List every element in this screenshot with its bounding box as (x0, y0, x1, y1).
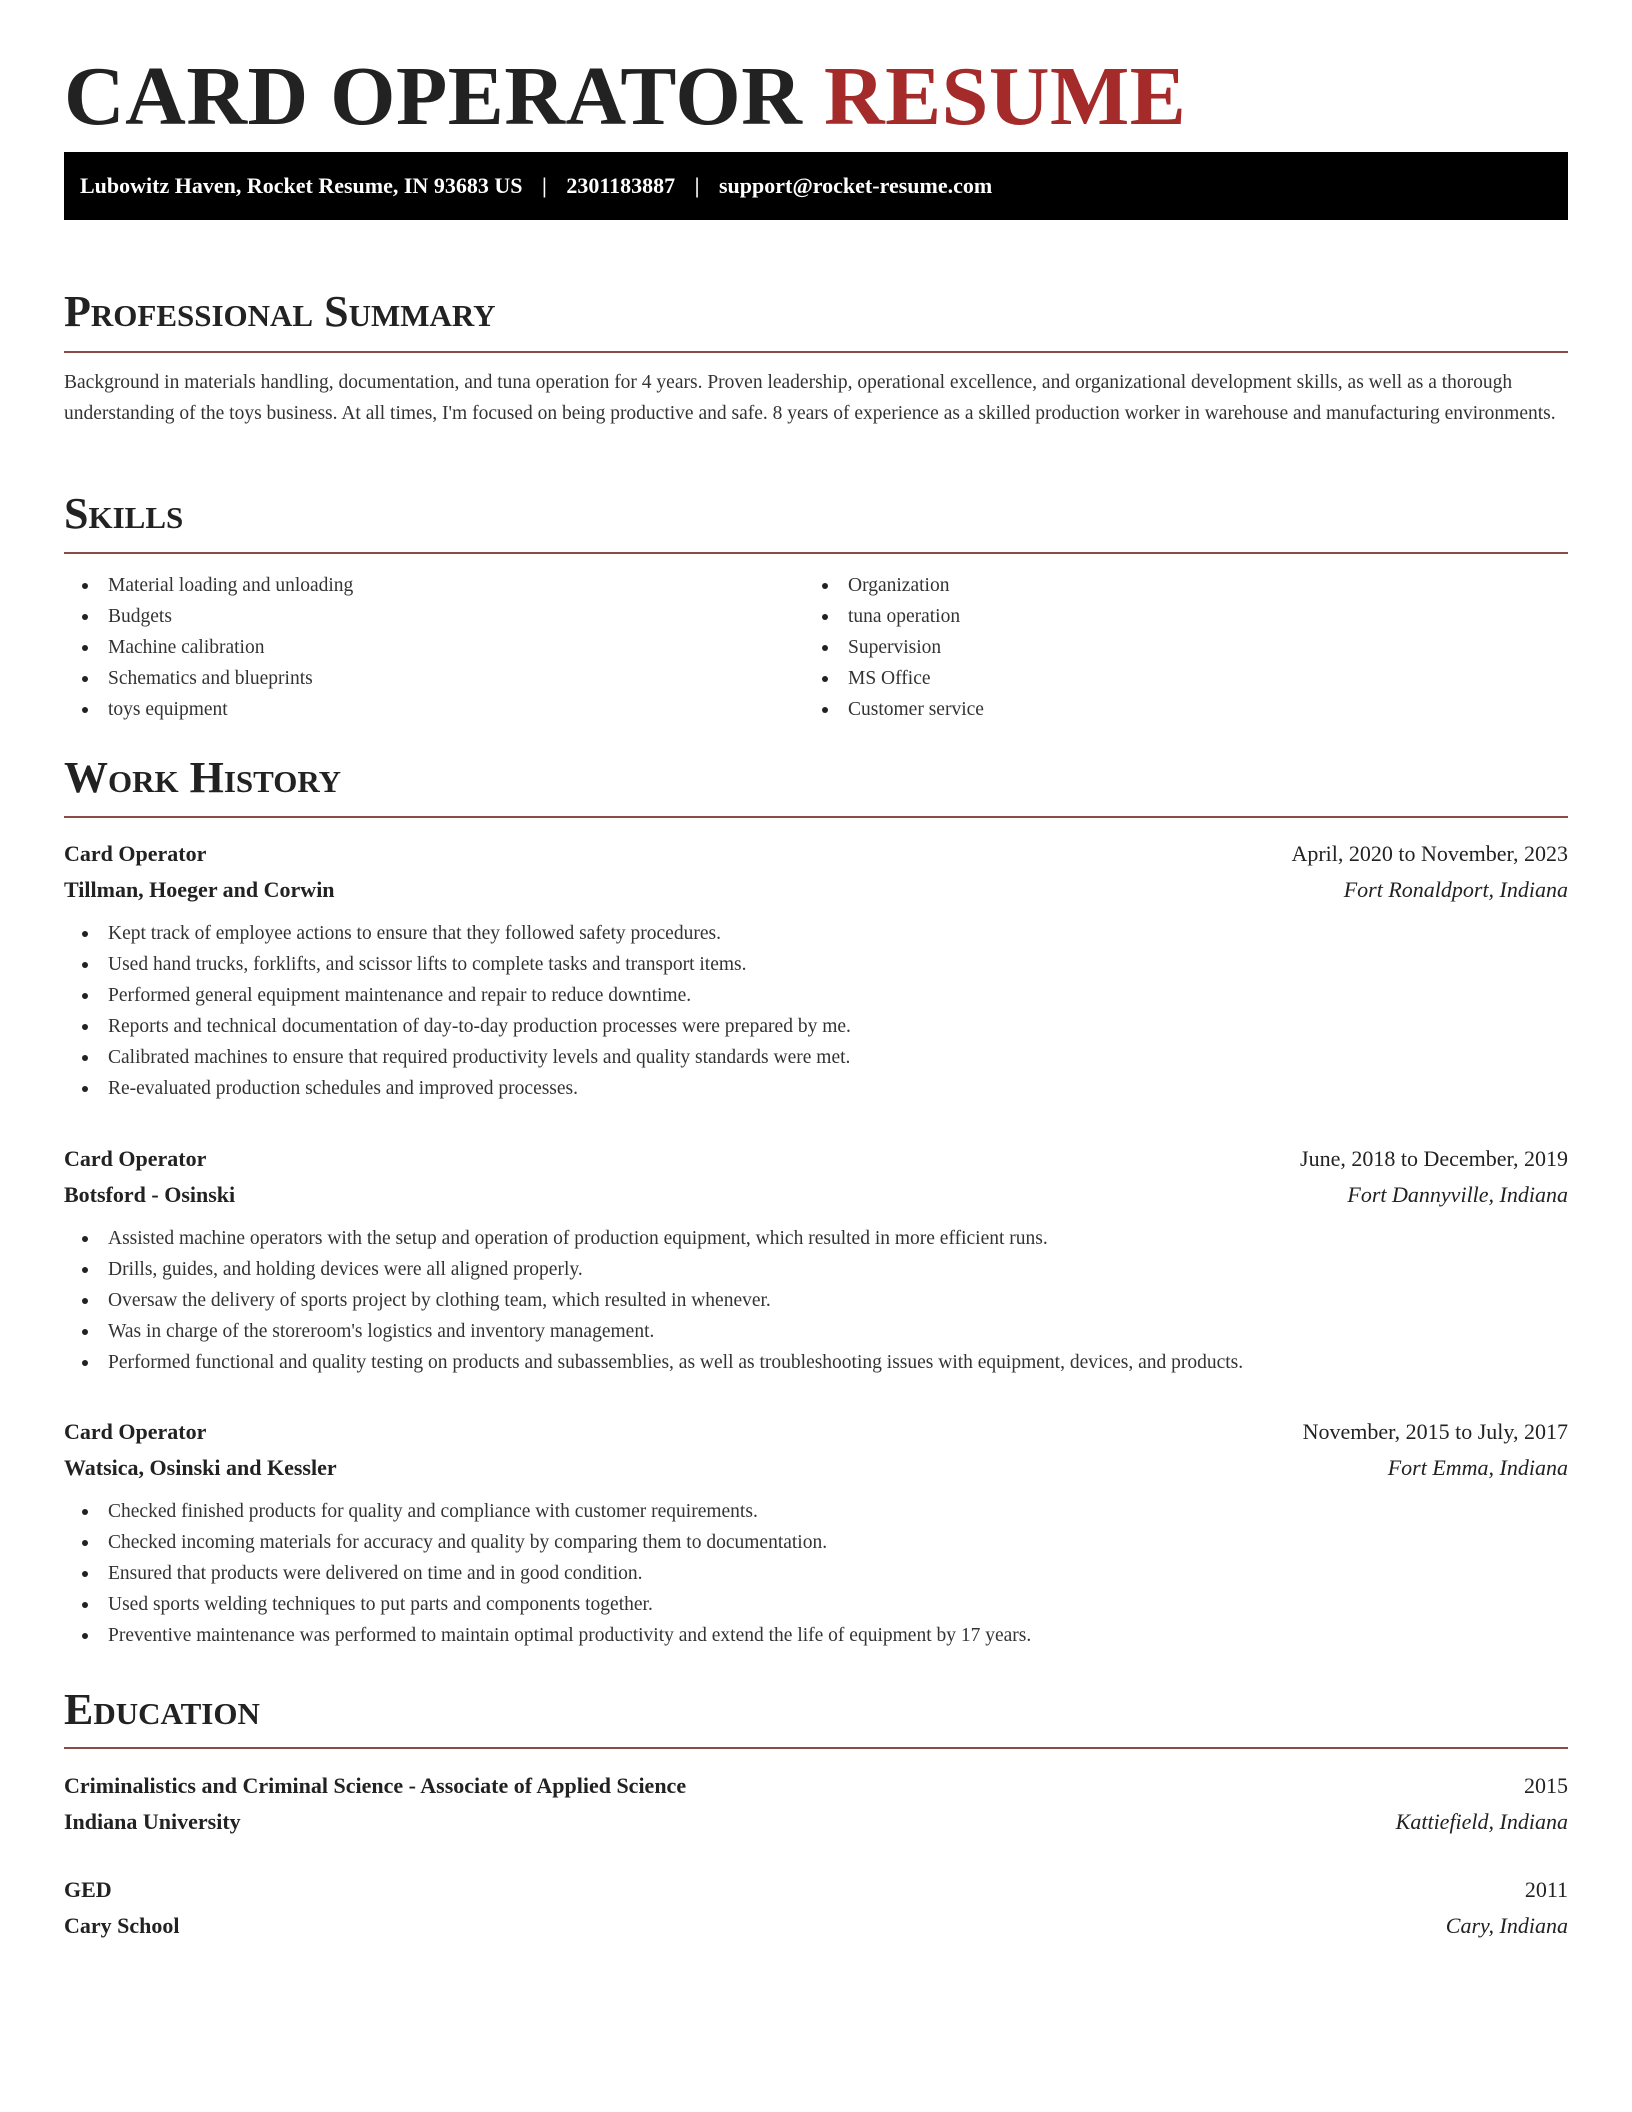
job-dates: November, 2015 to July, 2017 (1302, 1419, 1568, 1444)
skills-section (64, 489, 1568, 538)
resume-title (64, 0, 1568, 147)
skills-column-left (64, 570, 804, 725)
skill-item: tuna operation (804, 601, 1544, 632)
job-subheader (64, 1450, 1568, 1486)
job-bullet: Checked incoming materials for accuracy and quality by comparing them to documentation. (64, 1527, 1568, 1558)
education-school: Indiana University (64, 1809, 241, 1834)
contact-email: support@rocket-resume.com (718, 173, 993, 198)
education-section (64, 1685, 1568, 1734)
contact-separator: | (541, 173, 547, 198)
job-company: Watsica, Osinski and Kessler (64, 1455, 337, 1480)
job-bullet: Reports and technical documentation of day-to-day production processes were prepared by me. (64, 1011, 1568, 1042)
contact-separator: | (694, 173, 700, 198)
job-bullet: Used sports welding techniques to put parts and components together. (64, 1589, 1568, 1620)
job-dates: April, 2020 to November, 2023 (1291, 841, 1568, 866)
job-bullet: Drills, guides, and holding devices were all aligned properly. (64, 1254, 1568, 1285)
skill-item: Machine calibration (64, 632, 804, 663)
job-bullet: Used hand trucks, forklifts, and scissor lifts to complete tasks and transport items. (64, 949, 1568, 980)
education-header (64, 1872, 1568, 1908)
education-year: 2015 (1524, 1773, 1568, 1798)
education-header (64, 1768, 1568, 1804)
work-section (64, 753, 1568, 802)
job-title: Card Operator (64, 1146, 207, 1171)
work-divider (64, 816, 1568, 818)
job-bullet: Assisted machine operators with the setup and operation of production equipment, which resulted in more efficient runs. (64, 1223, 1568, 1254)
job-entry (64, 836, 1568, 1104)
summary-section (64, 287, 1568, 336)
job-company: Botsford - Osinski (64, 1182, 236, 1207)
skill-item: toys equipment (64, 694, 804, 725)
job-bullet: Preventive maintenance was performed to maintain optimal productivity and extend the life of equipment by 17 years. (64, 1620, 1568, 1651)
skill-item: MS Office (804, 663, 1544, 694)
skills-column-right (804, 570, 1544, 725)
job-header (64, 1141, 1568, 1177)
job-bullets (64, 1496, 1568, 1651)
skills-heading: Skills (64, 489, 184, 538)
job-dates: June, 2018 to December, 2019 (1300, 1146, 1568, 1171)
job-bullet: Performed functional and quality testing on products and subassemblies, as well as troubleshooting issues with equipment, devices, and products. (64, 1347, 1568, 1378)
job-location: Fort Dannyville, Indiana (1347, 1182, 1568, 1207)
job-entry (64, 1414, 1568, 1651)
job-subheader (64, 1177, 1568, 1213)
job-subheader (64, 872, 1568, 908)
job-bullet: Re-evaluated production schedules and improved processes. (64, 1073, 1568, 1104)
job-company: Tillman, Hoeger and Corwin (64, 877, 335, 902)
job-location: Fort Ronaldport, Indiana (1343, 877, 1568, 902)
contact-bar (64, 152, 1568, 220)
education-divider (64, 1747, 1568, 1749)
job-header (64, 836, 1568, 872)
education-degree: GED (64, 1877, 112, 1902)
education-subheader (64, 1908, 1568, 1944)
education-subheader (64, 1804, 1568, 1840)
resume-page (64, 0, 1568, 1938)
education-location: Cary, Indiana (1445, 1913, 1568, 1938)
skill-item: Organization (804, 570, 1544, 601)
title-accent: RESUME (823, 50, 1187, 143)
skills-divider (64, 552, 1568, 554)
job-location: Fort Emma, Indiana (1387, 1455, 1568, 1480)
contact-address: Lubowitz Haven, Rocket Resume, IN 93683 US (80, 173, 523, 198)
education-entry (64, 1872, 1568, 1944)
skill-item: Customer service (804, 694, 1544, 725)
education-heading: Education (64, 1685, 260, 1734)
education-year: 2011 (1524, 1877, 1568, 1902)
education-entry (64, 1768, 1568, 1840)
skill-item: Material loading and unloading (64, 570, 804, 601)
education-location: Kattiefield, Indiana (1395, 1809, 1568, 1834)
job-bullets (64, 918, 1568, 1104)
job-bullet: Was in charge of the storeroom's logistics and inventory management. (64, 1316, 1568, 1347)
job-title: Card Operator (64, 1419, 207, 1444)
education-degree: Criminalistics and Criminal Science - Associate of Applied Science (64, 1773, 687, 1798)
summary-text: Background in materials handling, documentation, and tuna operation for 4 years. Proven leadership, operational excellence, and organizational development skills, as well as a thorough understanding of the toys business. At all times, I'm focused on being productive and safe. 8 years of experience as a skilled production worker in warehouse and manufacturing environments. (64, 372, 1556, 424)
skills-list (64, 570, 1568, 725)
job-bullet: Performed general equipment maintenance and repair to reduce downtime. (64, 980, 1568, 1011)
job-header (64, 1414, 1568, 1450)
job-bullets (64, 1223, 1568, 1378)
summary-heading: Professional Summary (64, 287, 496, 336)
skill-item: Schematics and blueprints (64, 663, 804, 694)
job-entry (64, 1141, 1568, 1378)
work-heading: Work History (64, 753, 342, 802)
title-main: CARD OPERATOR (64, 50, 803, 143)
job-bullet: Calibrated machines to ensure that required productivity levels and quality standards were met. (64, 1042, 1568, 1073)
contact-phone: 2301183887 (566, 173, 676, 198)
job-bullet: Ensured that products were delivered on time and in good condition. (64, 1558, 1568, 1589)
skill-item: Supervision (804, 632, 1544, 663)
job-bullet: Oversaw the delivery of sports project by clothing team, which resulted in whenever. (64, 1285, 1568, 1316)
job-bullet: Kept track of employee actions to ensure that they followed safety procedures. (64, 918, 1568, 949)
skill-item: Budgets (64, 601, 804, 632)
summary-divider (64, 351, 1568, 353)
education-school: Cary School (64, 1913, 180, 1938)
job-bullet: Checked finished products for quality and compliance with customer requirements. (64, 1496, 1568, 1527)
job-title: Card Operator (64, 841, 207, 866)
